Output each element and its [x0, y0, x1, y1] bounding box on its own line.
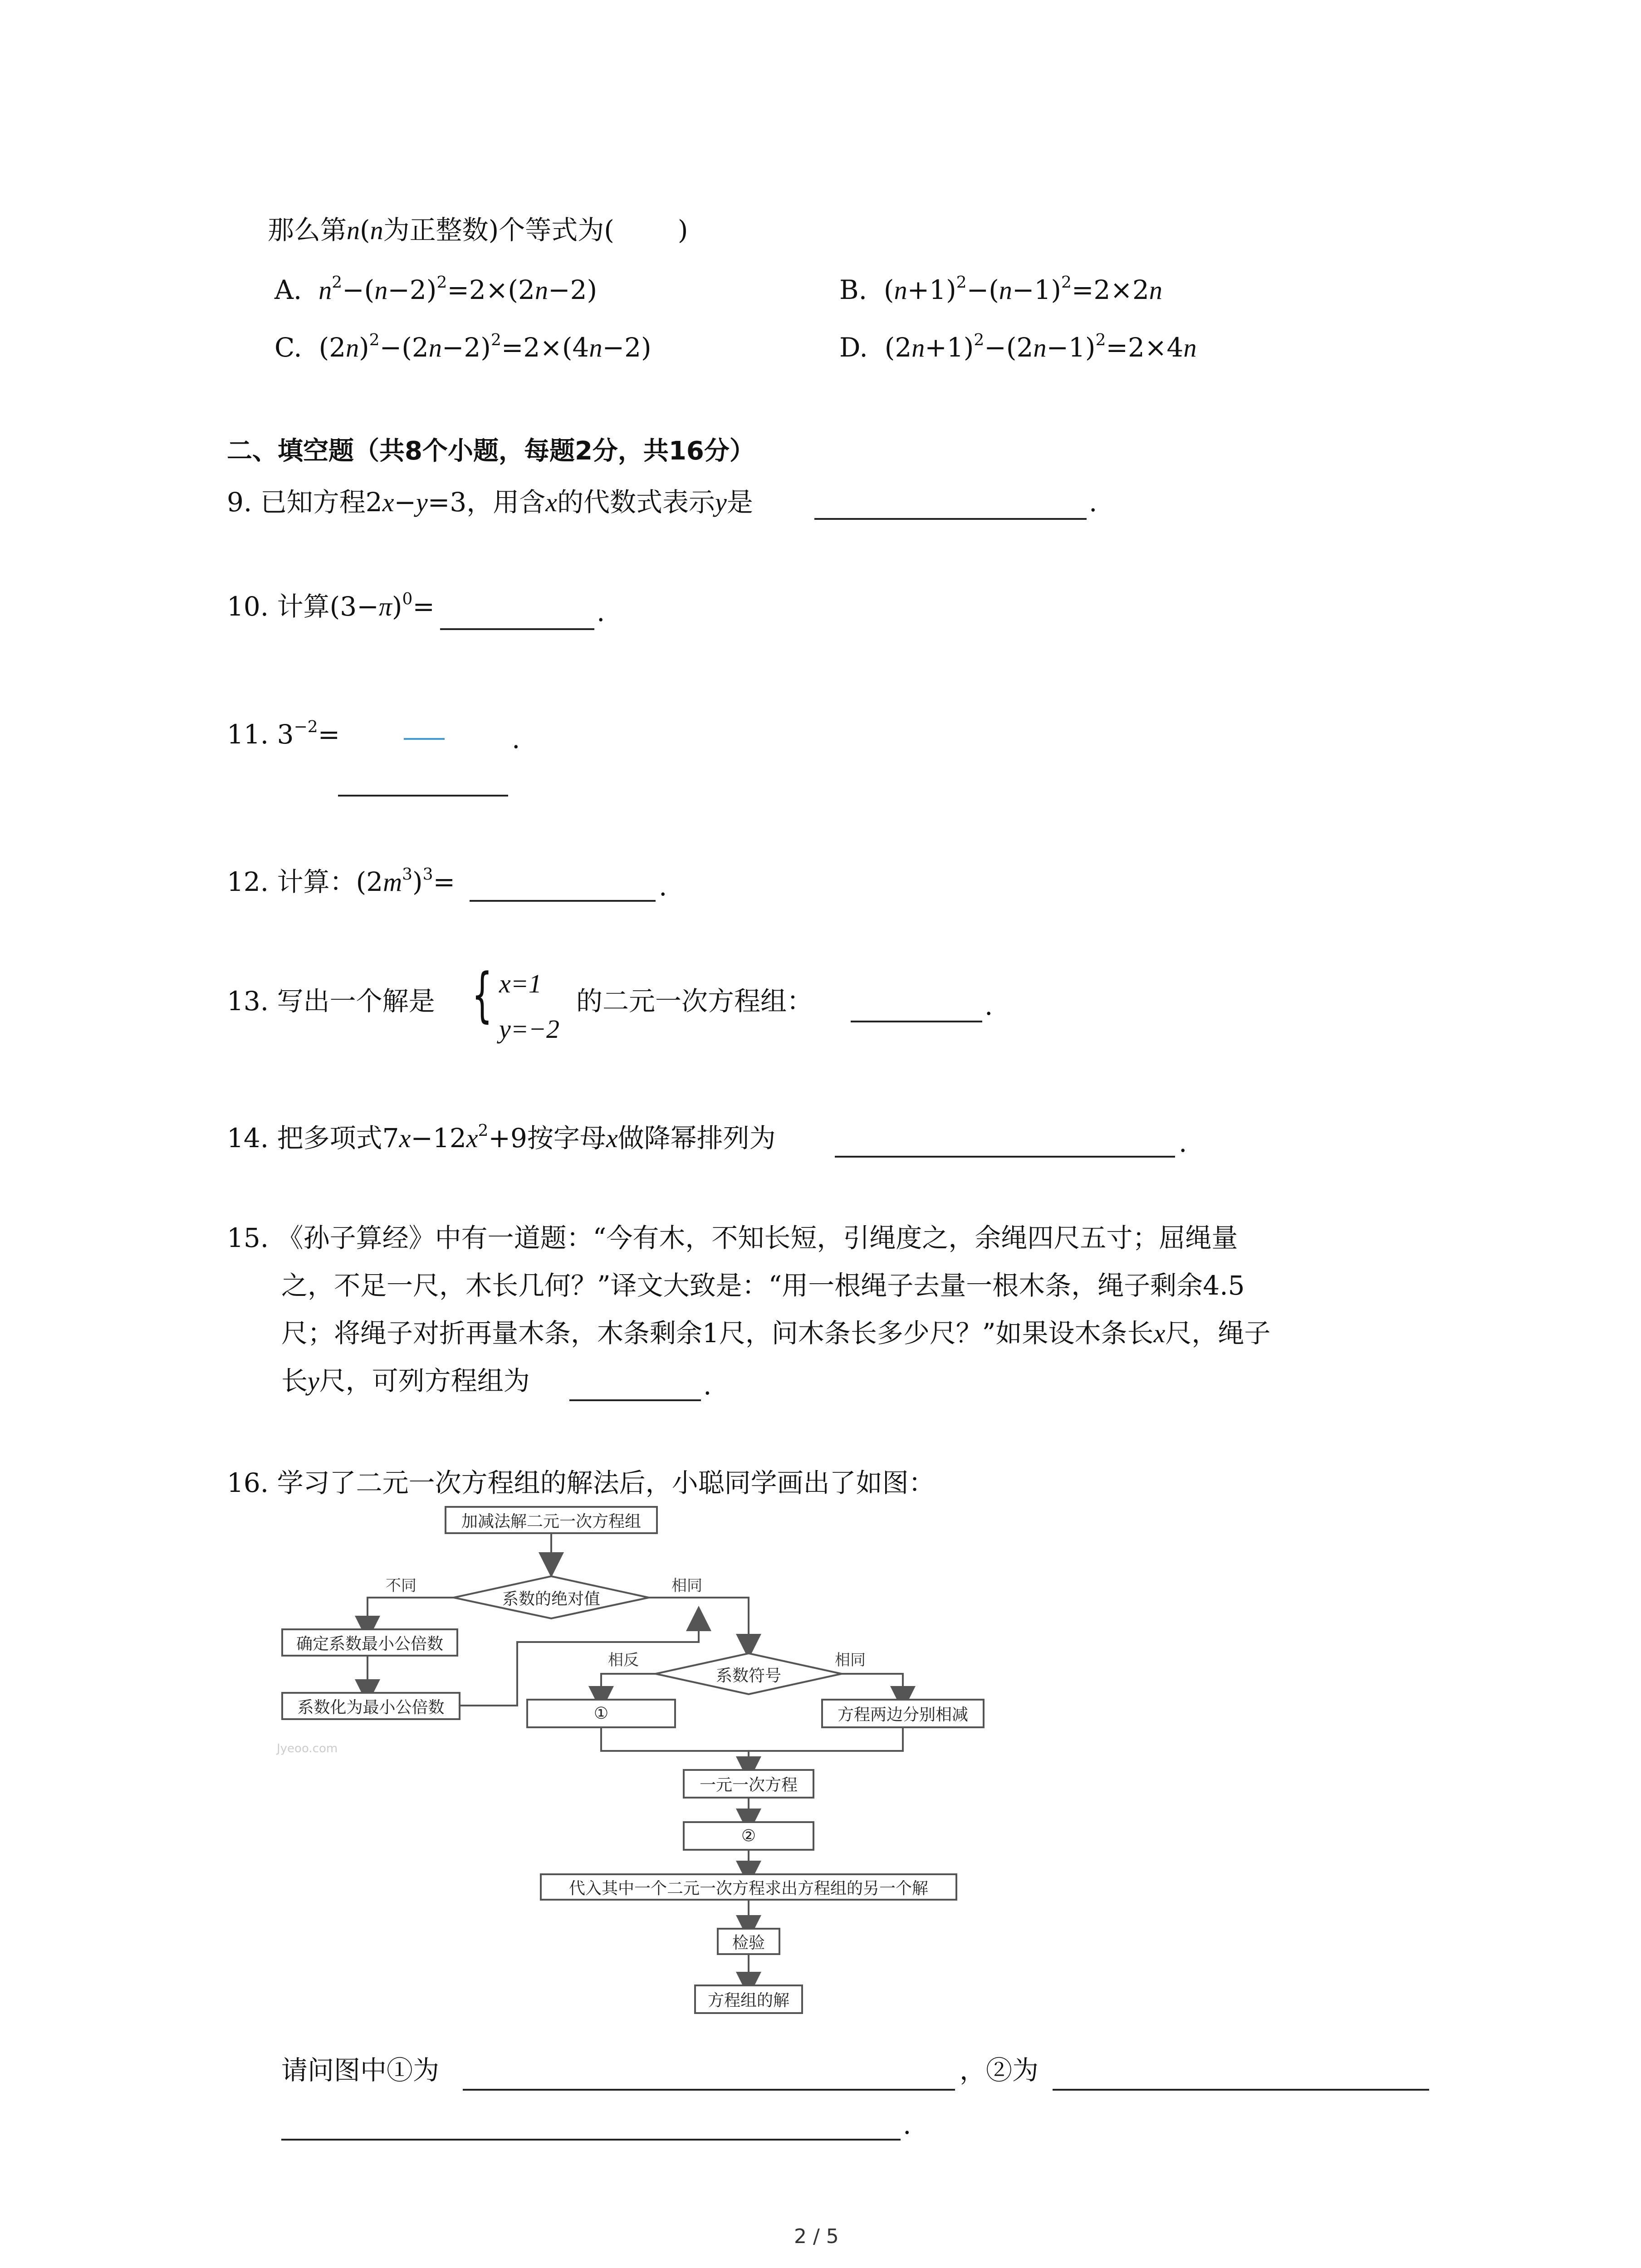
flow-diamond-abs-value: 系数的绝对值 [502, 1589, 600, 1608]
q16-answer-blank-2[interactable] [1053, 2089, 1429, 2091]
q10-answer-blank[interactable] [440, 628, 594, 630]
paren: ) [677, 215, 688, 245]
period: . [597, 596, 605, 627]
q8-option-b: B. $(n+1)^2-(n-1)^2=2\times 2n$ [839, 273, 1162, 305]
q8-stem [268, 217, 688, 244]
q8-option-a: A. $n^2-(n-2)^2=2\times(2n-2)$ [274, 273, 598, 305]
q16-answer-blank-3[interactable] [281, 2139, 901, 2141]
option-label: A. [274, 274, 302, 305]
period: . [512, 723, 520, 754]
q8-option-c: C. $(2n)^2-(2n-2)^2=2\times(4n-2)$ [274, 330, 652, 363]
q14-answer-blank[interactable] [835, 1156, 1175, 1158]
q11-text: 11. $3^{-2}=$ [227, 717, 340, 750]
system-line-2: y=−2 [499, 1014, 560, 1044]
q8-stem-middle: 为正整数)个等式为( [383, 215, 614, 245]
fraction-bar [404, 738, 445, 740]
var-n: n [347, 215, 360, 245]
flow-label-same: 相同 [671, 1577, 702, 1595]
period: . [985, 990, 993, 1021]
period: . [1089, 487, 1097, 518]
flow-blank-1-box: ① [526, 1699, 676, 1728]
q8-option-d: D. $(2n+1)^2-(2n-1)^2=2\times 4n$ [839, 330, 1197, 363]
q15-answer-blank[interactable] [569, 1399, 701, 1401]
q16-answer-blank-1[interactable] [463, 2089, 955, 2091]
q13-text-b: 的二元一次方程组： [576, 986, 813, 1017]
option-label: B. [839, 274, 867, 305]
option-label: C. [274, 332, 302, 363]
flow-start-box: 加减法解二元一次方程组 [445, 1506, 658, 1534]
q9-text: 9. 已知方程2x−y=3，用含x的代数式表示y是 [227, 487, 753, 518]
flow-label-opposite: 相反 [608, 1651, 639, 1669]
section-heading: 二、填空题（共8个小题，每题2分，共16分） [227, 436, 755, 466]
var-n: n [370, 215, 383, 245]
flow-linear-box: 一元一次方程 [683, 1769, 814, 1799]
period: . [1179, 1127, 1187, 1158]
q12-text: 12. 计算：$(2m^3)^3=$ [227, 865, 456, 897]
q15-line-1: 15. 《孙子算经》中有一道题：“今有木，不知长短，引绳度之，余绳四尺五寸；屈绳量 [227, 1222, 1238, 1253]
flow-subtract-box: 方程两边分别相减 [821, 1699, 985, 1728]
q13-answer-blank[interactable] [851, 1021, 982, 1022]
flow-diamond-sign: 系数符号 [715, 1666, 781, 1685]
flow-label-same: 相同 [835, 1651, 866, 1669]
flow-lcm-box: 确定系数最小公倍数 [281, 1628, 458, 1657]
period: . [703, 1370, 712, 1401]
system-line-1: x=1 [499, 969, 542, 998]
page-number: 2 / 5 [794, 2225, 839, 2248]
flow-blank-2-box: ② [683, 1821, 814, 1851]
q16-ask-a: 请问图中①为 [281, 2055, 440, 2086]
flow-to-lcm-box: 系数化为最小公倍数 [281, 1692, 460, 1720]
brace: { [472, 960, 493, 1029]
watermark: Jyeoo.com [277, 1742, 338, 1755]
option-label: D. [839, 332, 868, 363]
q13-text: 13. 写出一个解是 [227, 986, 435, 1017]
q15-line-3: 尺；将绳子对折再量木条，木条剩余1尺，问木条长多少尺？”如果设木条长x尺，绳子 [281, 1318, 1271, 1349]
q12-answer-blank[interactable] [470, 900, 656, 902]
flow-substitute-box: 代入其中一个二元一次方程求出方程组的另一个解 [540, 1873, 957, 1901]
q8-stem-prefix: 那么第 [268, 215, 347, 245]
period: . [903, 2109, 911, 2140]
q16-stem: 16. 学习了二元一次方程组的解法后，小聪同学画出了如图： [227, 1467, 935, 1498]
q11-answer-blank[interactable] [338, 795, 508, 797]
q15-line-4: 长y尺，可列方程组为 [281, 1365, 530, 1396]
q15-line-2: 之，不足一尺，木长几何？”译文大致是：“用一根绳子去量一根木条，绳子剩余4.5 [281, 1270, 1245, 1301]
flowchart [272, 1497, 998, 2050]
q10-text: 10. 计算$(3-\pi)^0=$ [227, 589, 435, 622]
q14-text: 14. 把多项式$7x-12x^2+9$按字母x做降幂排列为 [227, 1121, 776, 1154]
q16-ask-b: ，②为 [960, 2055, 1039, 2086]
paren: ( [360, 215, 370, 245]
flow-label-diff: 不同 [386, 1577, 416, 1595]
flow-solution-box: 方程组的解 [694, 1984, 803, 2014]
period: . [659, 871, 667, 902]
flowchart-connectors [272, 1497, 998, 2050]
q9-answer-blank[interactable] [814, 518, 1087, 520]
flow-check-box: 检验 [717, 1928, 780, 1955]
